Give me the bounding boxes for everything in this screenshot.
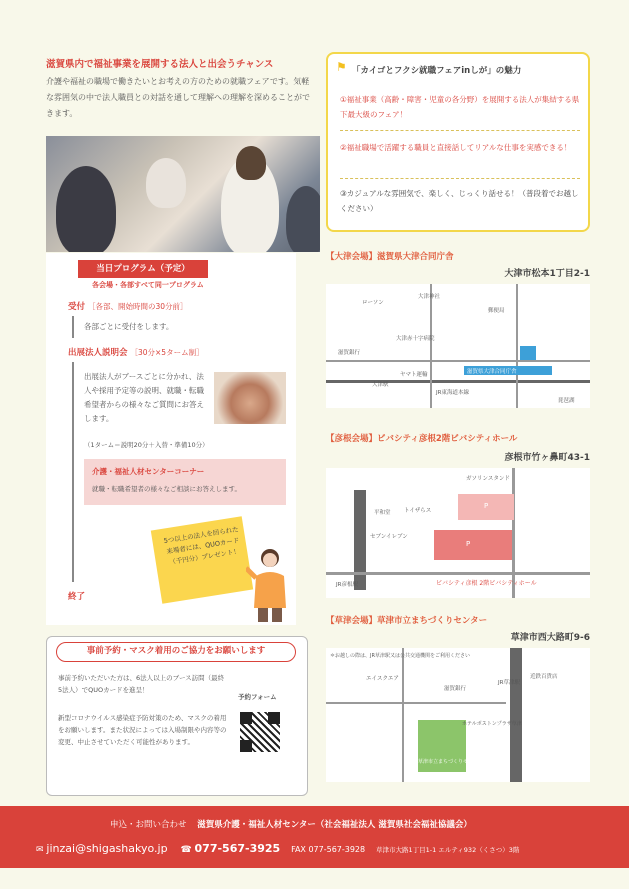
footer [0, 806, 629, 868]
map-hikone: ガソリンスタンド 平和堂 トイザらス セブンイレブン JR彦根駅 ビバシティ彦根 2階ビバシティホール P P [326, 468, 590, 598]
venue-tag: 【大津会場】 [326, 252, 378, 262]
notice-item-2: 新型コロナウイルス感染症予防対策のため、マスクの着用をお願いします。また状況によっては入場制限や内容等の変更、中止させていただく可能性があります。 [58, 714, 227, 746]
presenter-illustration [246, 546, 294, 622]
notice-title: 事前予約・マスク着用のご協力をお願いします [56, 642, 296, 662]
fax-text: FAX 077-567-3928 [291, 845, 366, 854]
program-subtitle: 各会場・各部すべて同一プログラム [92, 281, 204, 289]
briefing-note: （1ターム＝説明20分＋入替・準備10分） [84, 441, 209, 449]
divider [340, 130, 580, 131]
mail-icon: ✉ [36, 845, 44, 855]
charm-item-2: ②福祉職場で活躍する職員と直接話してリアルな仕事を実感できる！ [340, 143, 572, 152]
venue-kusatsu-address: 草津市西大路町9-6 [510, 633, 590, 643]
email-link[interactable]: jinzai@shigashakyo.jp [46, 842, 168, 855]
briefing-body: 出展法人がブースごとに分かれ、法人や採用予定等の説明、就職・転職希望者からの様々なご質問にお答えします。 [84, 372, 204, 423]
form-label: 予約フォーム [238, 693, 277, 701]
venue-name: 滋賀県大津合同庁舎 [377, 252, 454, 262]
map-otsu: ローソン 大津神社 郵便局 大津赤十字病院 滋賀銀行 滋賀県大津合同庁舎 ヤマト運輸 JR東海道本線 大津駅 琵琶湖 [326, 284, 590, 408]
contact-label: 申込・お問い合わせ [110, 820, 187, 830]
phone-icon: ☎ [180, 845, 192, 855]
headline: 滋賀県内で福祉事業を展開する法人と出会うチャンス [46, 59, 274, 70]
reception-body: 各部ごとに受付をします。 [84, 322, 174, 331]
divider [340, 178, 580, 179]
charm-item-1: ①福祉事業（高齢・障害・児童の各分野）を展開する法人が集結する県下最大級のフェア！ [340, 95, 580, 119]
qr-code[interactable] [240, 712, 280, 752]
venue-tag: 【草津会場】 [326, 616, 378, 626]
program-title: 当日プログラム（予定） [78, 260, 208, 278]
reception-heading [68, 300, 188, 312]
briefing-heading [68, 346, 204, 358]
event-photo [46, 136, 320, 252]
venue-otsu-heading [326, 250, 454, 262]
venue-tag: 【彦根会場】 [326, 434, 378, 444]
reception-sub-text: ［各部、開始時間の30分前］ [87, 302, 188, 311]
venue-kusatsu-heading [326, 614, 487, 626]
venue-hikone-heading [326, 432, 517, 444]
reception-line [72, 316, 74, 338]
map-kusatsu: ＊お越しの際は、JR草津駅又は公共交通機関をご利用ください 草津市立まちづくりセンター エイスクエア 滋賀銀行 近鉄百貨店 ホテルボストンプラザ草津 JR草津駅 [326, 648, 590, 782]
briefing-sub-text: ［30分×5ターム制］ [130, 348, 204, 357]
corner-body: 就職・転職希望者の様々なご相談にお答えします。 [92, 485, 241, 493]
address-text: 草津市大路1丁目1-1 エルティ932（くさつ）3階 [376, 846, 520, 854]
venue-otsu-address: 大津市松本1丁目2-1 [504, 269, 590, 279]
org-name: 滋賀県介護・福祉人材センター（社会福祉法人 滋賀県社会福祉協議会） [197, 820, 472, 830]
flag-icon: ⚑ [336, 60, 347, 74]
venue-name: 草津市立まちづくりセンター [377, 616, 488, 626]
reception-head-text: 受付 [68, 302, 86, 312]
charm-title: 「カイゴとフクシ就職フェアinしが」の魅力 [352, 66, 522, 76]
briefing-photo [214, 372, 286, 424]
present-text: 5つ以上の法人を回られた来場者には、QUOカード（千円分）プレゼント！ [163, 525, 241, 567]
briefing-head-text: 出展法人説明会 [68, 348, 128, 358]
footer-org [110, 818, 472, 830]
tel-link[interactable]: 077-567-3925 [194, 842, 281, 855]
venue-name: ビバシティ彦根2階ビバシティホール [377, 434, 518, 444]
footer-contact [36, 842, 519, 855]
timeline-line [72, 362, 74, 582]
corner-title: 介護・福祉人材センターコーナー [92, 467, 205, 476]
charm-item-3: ③カジュアルな雰囲気で、楽しく、じっくり話せる！（普段着でお越しください） [340, 189, 579, 213]
notice-item-1: 事前予約いただいた方は、6法人以上のブース訪問（最終5法人）でQUOカードを進呈！ [58, 674, 225, 694]
intro-text: 介護や福祉の職場で働きたいとお考えの方のための就職フェアです。気軽な雰囲気の中で法人職員との対話を通して理解への理解を深めることができます。 [46, 77, 310, 118]
venue-hikone-address: 彦根市竹ヶ鼻町43-1 [504, 453, 590, 463]
end-label: 終了 [68, 592, 86, 602]
